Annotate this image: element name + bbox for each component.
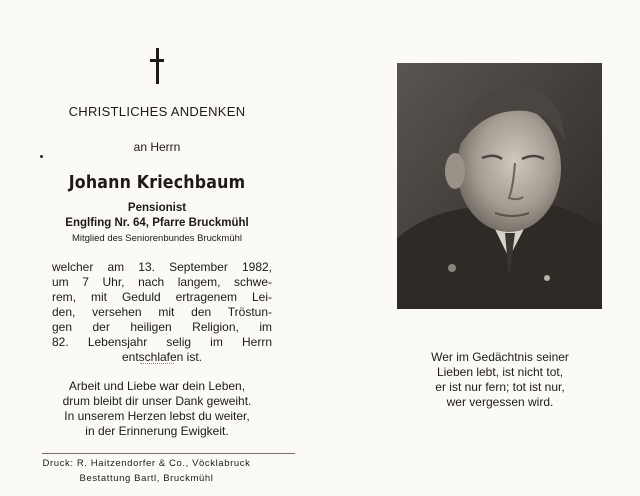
verse-line: In unserem Herzen lebst du weiter, xyxy=(64,409,250,423)
biography-line: welcher am 13. September 1982, xyxy=(52,260,272,274)
obituary-text-panel xyxy=(22,0,292,496)
biography-line: den, versehen mit den Tröstun- xyxy=(52,305,272,319)
quote-line: wer vergessen wird. xyxy=(446,395,554,409)
biography-line: entschlafen ist. xyxy=(121,350,203,364)
memorial-verse xyxy=(22,379,292,439)
card-heading: CHRISTLICHES ANDENKEN xyxy=(68,104,246,119)
separator-ornament xyxy=(140,363,174,364)
verse-line: Arbeit und Liebe war dein Leben, xyxy=(68,379,246,393)
footer-divider xyxy=(42,453,295,454)
biography-line: 82. Lebensjahr selig im Herrn xyxy=(52,335,272,349)
verse-line: drum bleibt dir unser Dank geweiht. xyxy=(62,394,252,408)
salutation: an Herrn xyxy=(133,140,181,154)
quote-line: er ist nur fern; tot ist nur, xyxy=(435,380,565,394)
biography-line: rem, mit Geduld ertragenem Lei- xyxy=(52,290,272,304)
verse-line: in der Erinnerung Ewigkeit. xyxy=(85,424,229,438)
memorial-quote xyxy=(390,350,610,410)
undertaker-credit: Bestattung Bartl, Bruckmühl xyxy=(79,473,214,484)
occupation: Pensionist xyxy=(127,202,187,214)
biography-line: gen der heiligen Religion, im xyxy=(52,320,272,334)
membership: Mitglied des Seniorenbundes Bruckmühl xyxy=(71,233,243,244)
deceased-name: Johann Kriechbaum xyxy=(68,172,246,193)
quote-line: Lieben lebt, ist nicht tot, xyxy=(436,365,564,379)
quote-line: Wer im Gedächtnis seiner xyxy=(431,350,569,364)
biography-line: um 7 Uhr, nach langem, schwe- xyxy=(52,275,272,289)
address: Englfing Nr. 64, Pfarre Bruckmühl xyxy=(65,217,249,229)
biography-paragraph xyxy=(52,260,272,365)
portrait-photo xyxy=(397,63,602,309)
printer-credit: Druck: R. Haitzendorfer & Co., Vöcklabruck xyxy=(42,458,251,469)
latin-cross-icon xyxy=(150,48,164,84)
